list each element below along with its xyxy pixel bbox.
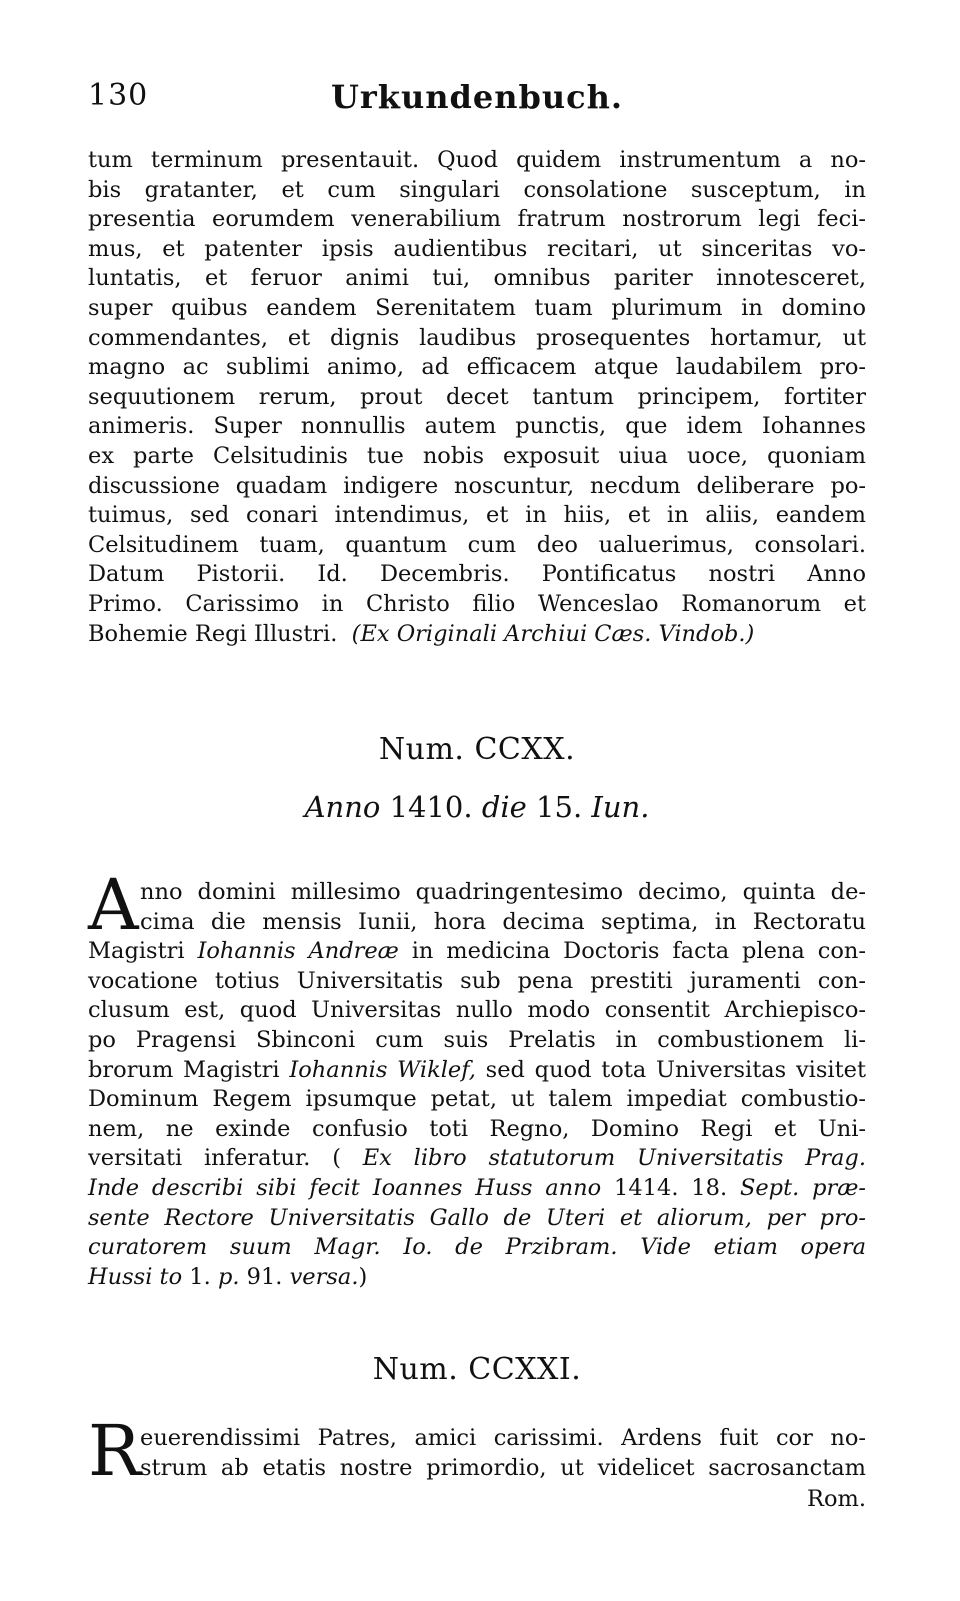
text-line: magno ac sublimi animo, ad efficacem atque laudabilem pro- — [88, 354, 866, 381]
date-heading — [88, 790, 866, 824]
text-line: tum terminum presentauit. Quod quidem instrumentum a no- — [88, 147, 866, 173]
text-line: clusum est, quod Universitas nullo modo consentit Archiepisco- — [88, 997, 866, 1024]
document-number-heading: Num. CCXX. — [378, 732, 576, 767]
source-citation: versa. — [289, 1263, 359, 1290]
text-run: ) — [358, 1263, 368, 1290]
document-page — [88, 0, 866, 1601]
text-line: animeris. Super nonnullis autem punctis, que idem Iohannes — [88, 413, 866, 440]
text-line: mus, et patenter ipsis audientibus recitari, ut sinceritas vo- — [88, 235, 866, 262]
text-line: sequutionem rerum, prout decet tantum principem, fortiter — [88, 383, 866, 410]
text-line: curatorem suum Magr. Io. de Przibram. Vide etiam opera — [88, 1234, 866, 1261]
source-citation: Hussi to — [88, 1263, 183, 1290]
source-citation: (Ex Originali Archiui Cæs. Vindob.) — [351, 620, 755, 647]
text-run: 91. — [239, 1263, 290, 1290]
text-run: versitati inferatur. ( — [88, 1145, 363, 1172]
text-line: presentia eorumdem venerabilium fratrum nostrorum legi feci- — [88, 206, 866, 233]
text-run: sed quod tota Universitas visitet — [475, 1056, 866, 1083]
text-line: tuimus, sed conari intendimus, et in hiis, et in aliis, eandem — [88, 502, 866, 529]
person-name: Iohannis Wiklef, — [289, 1056, 476, 1083]
text-line: Dominum Regem ipsumque petat, ut talem impediat combustio- — [88, 1086, 866, 1113]
section-221-paragraph — [88, 1424, 866, 1483]
text-run: in medicina Doctoris facta plena con- — [398, 938, 866, 965]
date-day: 15. — [536, 790, 583, 824]
text-run: brorum Magistri — [88, 1056, 290, 1083]
text-line: bis gratanter, et cum singulari consolatione susceptum, in — [88, 176, 866, 203]
text-line: luntatis, et feruor animi tui, omnibus pariter innotesceret, — [88, 265, 866, 292]
text-line: Datum Pistorii. Id. Decembris. Pontificatus nostri Anno — [88, 561, 866, 588]
continuation-paragraph — [88, 146, 866, 649]
text-line: Primo. Carissimo in Christo filio Wenceslao Romanorum et — [88, 590, 866, 617]
drop-cap: A — [88, 864, 139, 946]
source-citation: Ex libro statutorum Universitatis Prag. — [362, 1145, 866, 1172]
source-citation: Sept. præ- — [739, 1174, 867, 1201]
text-line — [88, 937, 866, 967]
text-line: po Pragensi Sbinconi cum suis Prelatis in combustionem li- — [88, 1026, 866, 1053]
text-run: 1. — [182, 1263, 218, 1290]
text-line: ex parte Celsitudinis tue nobis exposuit uiua uoce, quoniam — [88, 442, 866, 469]
text-line: nno domini millesimo quadringentesimo decimo, quinta de- — [140, 879, 866, 905]
drop-cap: R — [88, 1410, 141, 1492]
text-line — [88, 1056, 866, 1086]
text-line — [88, 1144, 866, 1174]
text-line: discussione quadam indigere noscuntur, necdum deliberare po- — [88, 472, 866, 499]
text-line: super quibus eandem Serenitatem tuam plurimum in domino — [88, 294, 866, 321]
text-line: cima die mensis Iunii, hora decima septima, in Rectoratu — [140, 908, 866, 935]
running-head — [88, 78, 866, 122]
source-citation: p. — [217, 1263, 240, 1290]
text-line-last — [88, 1263, 866, 1293]
text-line: euerendissimi Patres, amici carissimi. Ardens fuit cor no- — [140, 1425, 866, 1451]
text-line: Celsitudinem tuam, quantum cum deo ualuerimus, consolari. — [88, 531, 866, 558]
date-year: 1410. — [389, 790, 473, 824]
text-run: 1414. 18. — [601, 1174, 740, 1201]
catchword: Rom. — [807, 1486, 866, 1512]
date-anno: Anno — [304, 790, 381, 824]
date-die: die — [481, 790, 527, 824]
running-title: Urkundenbuch. — [331, 78, 623, 116]
text-line — [88, 1174, 866, 1204]
date-month: Iun. — [591, 790, 650, 824]
text-run: Magistri — [88, 938, 198, 965]
document-number-heading: Num. CCXXI. — [372, 1352, 582, 1387]
section-220-paragraph — [88, 878, 866, 1292]
text-line: sente Rectore Universitatis Gallo de Uteri et aliorum, per pro- — [88, 1204, 866, 1231]
text-line: nem, ne exinde confusio toti Regno, Domino Regi et Uni- — [88, 1115, 866, 1142]
page-number: 130 — [88, 78, 149, 113]
addressee-text: Bohemie Regi Illustri. — [88, 620, 338, 647]
text-line: commendantes, et dignis laudibus prosequentes hortamur, ut — [88, 324, 866, 351]
text-line: strum ab etatis nostre primordio, ut videlicet sacrosanctam — [140, 1454, 866, 1481]
source-citation: Inde describi sibi fecit Ioannes Huss anno — [88, 1174, 602, 1201]
person-name: Iohannis Andreæ — [197, 938, 399, 965]
text-line: vocatione totius Universitatis sub pena prestiti juramenti con- — [88, 967, 866, 994]
text-line-last — [88, 620, 866, 650]
